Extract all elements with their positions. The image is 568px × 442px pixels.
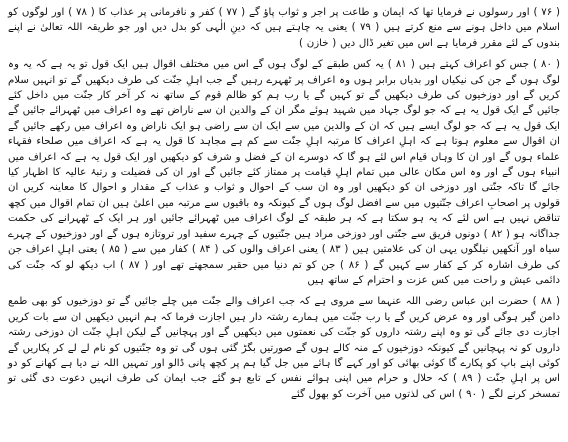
paragraph-notes-88-90: ( ۸۸ ) حضرت ابن عباس رضی اللہ عنہما سے مروی ہے کہ جب اعراف والے جنّت میں چلے جائیں گے تو دوزخیوں کو بھی طمع دامن گیر ہوگی اور وہ عرض کریں گے یا رب جنّت میں ہمارے رشتہ دار ہیں اجازت فرما کہ ہم انہیں دیکھیں ان سے بات کریں اجازت دی جائے گی تو وہ اپنے رشتہ داروں کو جنّت کی نعمتوں میں دیکھیں گے اور پہچانیں گے لیکن اہلِ جنّت ان دوزخی رشتہ داروں کو نہ پہچانیں گے کیونکہ دوزخیوں کے منہ کالے ہوں گے صورتیں بگڑ گئی ہوں گی تو وہ جنّتیوں کو نام لے لے کر پکاریں گے کوئی اپنے باپ کو پکارے گا کوئی بھائی کو اور کہے گا ہائے میں جل گیا ہم پر کچھ پانی ڈالو اور تمہیں اللہ نے دیا ہے کھانے کو دو اس پر اہلِ جنّت ( ۸۹ ) کہ حلال و حرام میں اپنی ہوائے نفس کے تابع ہو گئے جب ایمان کی طرف انہیں دعوت دی گئی تو تمسخر کرنے لگے ( ۹۰ ) اس کی لذتوں میں آخرت کو بھول گئے <box>8 296 561 400</box>
paragraph-notes-80-87: ( ۸۰ ) جس کو اعراف کہتے ہیں ( ۸۱ ) یہ کس طبقے کے لوگ ہوں گے اس میں مختلف اقوال ہیں ایک قول تو یہ ہے کہ یہ وہ لوگ ہوں گے جن کی نیکیاں اور بدیاں برابر ہوں وہ اعراف پر ٹھہرے رہیں گے جب اہلِ جنّت کی طرف دیکھیں گے تو انہیں سلام کریں گے اور دوزخیوں کی طرف دیکھیں گے تو کہیں گے یا رب ہم کو ظالم قوم کے ساتھ نہ کر آخر کار جنّت میں داخل کئے جائیں گے ایک قول یہ ہے کہ جو لوگ جہاد میں شہید ہوئے مگر ان کے والدین ان سے ناراض تھے وہ اعراف میں ٹھہرائے جائیں گے ایک قول یہ ہے کہ جو لوگ ایسے ہیں کہ ان کے والدین میں سے ایک ان سے راضی ہو ایک ناراض وہ اعراف میں رکھے جائیں گے ان اقوال سے معلوم ہوتا ہے کہ اہلِ اعراف کا مرتبہ اہلِ جنّت سے کم ہے مجاہد کا قول یہ ہے کہ اعراف میں صلحاء فقہاء علماء ہوں گے اور ان کا وہاں قیام اس لئے ہو گا کہ دوسرے ان کے فضل و شرف کو دیکھیں اور ایک قول یہ ہے کہ اعراف میں انبیاء ہوں گے اور وہ اس مکان عالی میں تمام اہلِ قیامت پر ممتاز کئے جائیں گے اور ان کی فضیلت و رتبۂ عالیہ کا اظہار کیا جائے گا تاکہ جنّتی اور دوزخی ان کو دیکھیں اور وہ ان سب کے احوال و ثواب و عذاب کے مقدار و احوال کا معاینہ کریں ان قولوں پر اصحابِ اعراف جنّتیوں میں سے افضل لوگ ہوں گے کیونکہ وہ باقیوں سے مرتبہ میں اعلیٰ ہیں ان تمام اقوال میں کچھ تناقض نہیں ہے اس لئے کہ یہ ہو سکتا ہے کہ ہر طبقہ کے لوگ اعراف میں ٹھہرائے جائیں اور ہر ایک کے ٹھہرانے کی حکمت جداگانہ ہو ( ۸۲ ) دونوں فریق سے جنّتی اور دوزخی مراد ہیں جنّتیوں کے چہرے سفید اور تروتازہ ہوں گے اور دوزخیوں کے چہرے سیاہ اور آنکھیں نیلگوں یہی ان کی علامتیں ہیں ( ۸۳ ) یعنی اعراف والوں کی ( ۸۴ ) کفار میں سے ( ۸۵ ) یعنی اہلِ اعراف جن کی طرف اشارہ کر کے کفار سے کہیں گے ( ۸۶ ) جن کو تم دنیا میں حقیر سمجھتے تھے اور ( ۸۷ ) اب دیکھ لو کہ جنّت کی دائمی عیش و راحت میں کس عزت و احترام کے ساتھ ہیں <box>8 59 561 286</box>
paragraph-notes-76-79: ( ۷۶ ) اور رسولوں نے فرمایا تھا کہ ایمان و طاعت پر اجر و ثواب پاؤ گے ( ۷۷ ) کفر و نافرمانی پر عذاب کا ( ۷۸ ) اور لوگوں کو اسلام میں داخل ہونے سے منع کرتے ہیں ( ۷۹ ) یعنی یہ چاہتے ہیں کہ دینِ الٰہی کو بدل دیں اور جو طریقہ اللہ تعالیٰ نے اپنے بندوں کے لئے مقرر فرمایا ہے اس میں تغیر ڈال دیں ( خازن ) <box>8 7 561 49</box>
